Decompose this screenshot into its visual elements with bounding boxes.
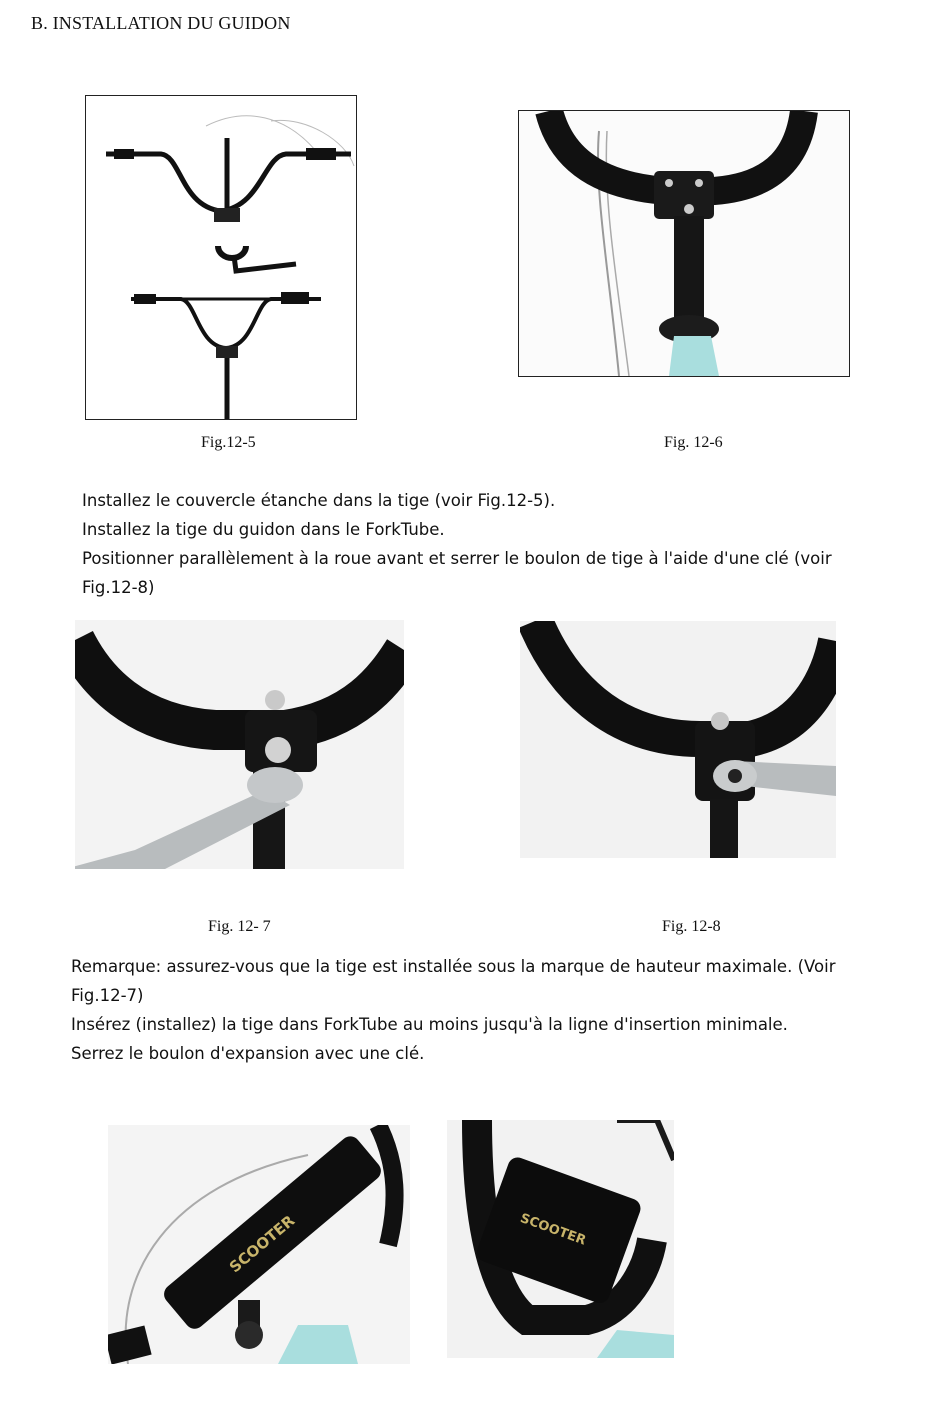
pad-brand-text-2: SCOOTER [518, 1210, 588, 1249]
instruction-line: Installez le couvercle étanche dans la tige (voir Fig.12-5). [82, 491, 556, 510]
figure-12-6-image [518, 110, 850, 377]
instructions-block-2 [71, 952, 835, 1068]
instruction-line: Positionner parallèlement à la roue avant et serrer le boulon de tige à l'aide d'une clé (voir [82, 549, 832, 568]
instruction-line: Fig.12-8) [82, 578, 155, 597]
instructions-block-1 [82, 486, 832, 602]
note-line: Serrez le boulon d'expansion avec une clé. [71, 1044, 425, 1063]
handlebar-pad-photo-right [447, 1120, 674, 1358]
figure-12-7-caption: Fig. 12- 7 [208, 918, 271, 935]
section-title: B. INSTALLATION DU GUIDON [31, 13, 291, 33]
pad-brand-text: SCOOTER [225, 1211, 299, 1277]
instruction-line: Installez la tige du guidon dans le ForkTube. [82, 520, 445, 539]
note-line: Remarque: assurez-vous que la tige est installée sous la marque de hauteur maximale. (Voir [71, 957, 836, 976]
handlebar-pad-photo-left [108, 1125, 410, 1364]
figure-12-8-caption: Fig. 12-8 [662, 918, 721, 935]
note-line: Fig.12-7) [71, 986, 144, 1005]
note-line: Insérez (installez) la tige dans ForkTube au moins jusqu'à la ligne d'insertion minimale. [71, 1015, 788, 1034]
figure-12-7-image [75, 620, 404, 869]
figure-12-5-image [85, 95, 357, 420]
figure-12-6-caption: Fig. 12-6 [664, 434, 723, 451]
figure-12-5-caption: Fig.12-5 [201, 434, 256, 451]
figure-12-8-image [520, 621, 836, 858]
